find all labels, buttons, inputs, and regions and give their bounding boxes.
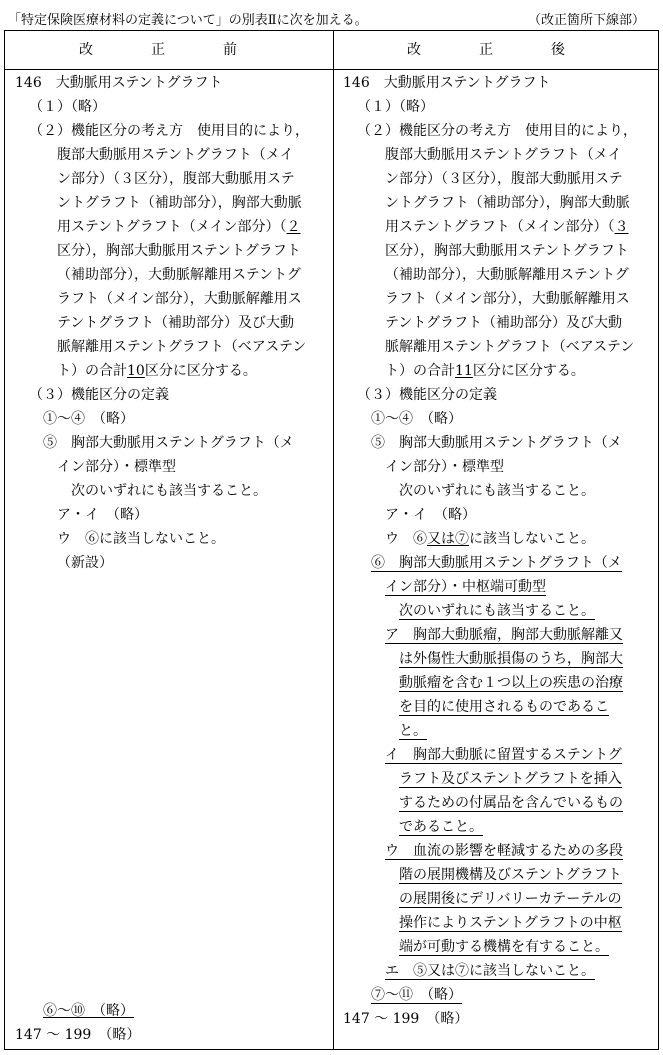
text-line: 脈解離用ステントグラフト（ベアステン: [385, 339, 635, 355]
text-segment: 区分に区分する。: [144, 363, 257, 379]
text-line: （補助部分），大動脈解離用ステントグ: [57, 267, 301, 283]
text-line: ラフト（メイン部分），大動脈解離用ス: [385, 291, 630, 307]
document-header: [8, 6, 653, 30]
underlined-text-line: エ ⑤又は⑦に該当しないこと。: [385, 963, 595, 979]
item-146-heading: 146 大動脈用ステントグラフト: [343, 75, 551, 91]
underlined-text-line: ア 胸部大動脈瘤，胸部大動脈解離又: [385, 627, 623, 643]
text-line: ン部分）（３区分），腹部大動脈用ステ: [57, 171, 295, 187]
underlined-text-line: ラフト及びステントグラフトを挿入: [399, 771, 622, 787]
comparison-table: [4, 30, 659, 1050]
underlined-range: ⑦～⑪ （略）: [371, 987, 462, 1003]
underlined-text-line: イ 胸部大動脈に留置するステントグ: [385, 747, 622, 763]
paragraph-1: （１）（略）: [357, 99, 434, 115]
text-line: [385, 527, 595, 551]
text-segment: 区分に区分する。: [472, 363, 585, 379]
text-line: 脈解離用ステントグラフト（ベアステン: [57, 339, 307, 355]
item-146-heading: 146 大動脈用ステントグラフト: [15, 75, 223, 91]
text-line: 区分），胸部大動脈用ステントグラフト: [385, 243, 629, 259]
text-line: 腹部大動脈用ステントグラフト（メイ: [385, 147, 622, 163]
items-147-199: 147 ～ 199 （略）: [15, 1027, 141, 1043]
text-line: ①～④ （略）: [43, 411, 134, 427]
text-line: テントグラフト（補助部分）及び大動: [57, 315, 295, 331]
text-line: [57, 359, 257, 383]
text-line: ラフト（メイン部分），大動脈解離用ス: [57, 291, 302, 307]
text-line: 腹部大動脈用ステントグラフト（メイ: [57, 147, 294, 163]
header-title: 「特定保険医療材料の定義について」の別表Ⅱに次を加える。: [8, 13, 368, 28]
text-line: 区分），胸部大動脈用ステントグラフト: [57, 243, 301, 259]
text-line: （補助部分），大動脈解離用ステントグ: [385, 267, 629, 283]
text-segment: 用ステントグラフト（メイン部分）（: [385, 219, 615, 235]
text-line: ア・イ （略）: [57, 507, 148, 523]
text-segment: 用ステントグラフト（メイン部分）（: [57, 219, 287, 235]
underlined-text-line: を目的に使用されるものであるこ: [399, 699, 609, 715]
text-segment: ウ ⑥: [385, 531, 427, 547]
text-line: ントグラフト（補助部分），胸部大動脈: [57, 195, 302, 211]
text-line: [385, 359, 585, 383]
new-provision-note: （新設）: [57, 555, 113, 571]
header-divider: [5, 69, 658, 70]
paragraph-3-heading: （３）機能区分の定義: [29, 387, 169, 403]
underlined-text-line: であること。: [399, 819, 483, 835]
underlined-text-line: の展開後にデリバリーカテーテルの: [399, 891, 622, 907]
text-segment: ト）の合計: [385, 363, 455, 379]
new-item-6-title: ⑥ 胸部大動脈用ステントグラフト（メ: [371, 555, 622, 571]
column-header-after: 改 正 後: [407, 42, 587, 58]
column-header-before: 改 正 前: [79, 42, 259, 58]
underlined-text-line: と。: [399, 723, 427, 739]
text-segment: ト）の合計: [57, 363, 127, 379]
underlined-count: ２: [286, 219, 301, 235]
text-line: ①～④ （略）: [371, 411, 462, 427]
text-line: [57, 215, 300, 239]
text-line: イン部分）・標準型: [57, 459, 176, 475]
column-divider: [333, 31, 334, 1049]
text-line: [43, 999, 134, 1023]
text-line: ⑤ 胸部大動脈用ステントグラフト（メ: [43, 435, 294, 451]
underlined-text-line: 次のいずれにも該当すること。: [399, 603, 595, 619]
text-line: ⑤ 胸部大動脈用ステントグラフト（メ: [371, 435, 622, 451]
text-line: ア・イ （略）: [385, 507, 476, 523]
text-line: ントグラフト（補助部分），胸部大動脈: [385, 195, 630, 211]
text-line: ウ ⑥に該当しないこと。: [57, 531, 225, 547]
new-item-6-title: イン部分）・中枢端可動型: [385, 579, 546, 595]
underlined-addition: 又は⑦: [427, 531, 469, 547]
paragraph-2-heading: （２）機能区分の考え方 使用目的により，: [357, 123, 637, 139]
text-line: 次のいずれにも該当すること。: [399, 483, 595, 499]
text-line: [385, 215, 628, 239]
items-147-199: 147 ～ 199 （略）: [343, 1011, 469, 1027]
underlined-text-line: 階の展開機構及びステントグラフト: [399, 867, 622, 883]
underlined-total: 11: [455, 363, 473, 379]
underlined-text-line: 動脈瘤を含む１つ以上の疾患の治療: [399, 675, 623, 691]
text-line: ン部分）（３区分），腹部大動脈用ステ: [385, 171, 623, 187]
underlined-text-line: は外傷性大動脈損傷のうち，胸部大: [399, 651, 623, 667]
paragraph-3-heading: （３）機能区分の定義: [357, 387, 497, 403]
underlined-text-line: 端が可動する機構を有すること。: [399, 939, 609, 955]
text-line: テントグラフト（補助部分）及び大動: [385, 315, 623, 331]
underlined-text-line: ウ 血流の影響を軽減するための多段: [385, 843, 623, 859]
underlined-range: ⑥～⑩ （略）: [43, 1003, 134, 1019]
text-segment: に該当しないこと。: [469, 531, 595, 547]
underlined-text-line: するための付属品を含んでいるもの: [399, 795, 623, 811]
underlined-text-line: 操作によりステントグラフトの中枢: [399, 915, 622, 931]
underlined-total: 10: [127, 363, 145, 379]
header-note: （改正箇所下線部）: [527, 13, 645, 28]
underlined-count: ３: [614, 219, 629, 235]
text-line: 次のいずれにも該当すること。: [71, 483, 267, 499]
paragraph-2-heading: （２）機能区分の考え方 使用目的により，: [29, 123, 309, 139]
text-line: イン部分）・標準型: [385, 459, 504, 475]
paragraph-1: （１）（略）: [29, 99, 106, 115]
